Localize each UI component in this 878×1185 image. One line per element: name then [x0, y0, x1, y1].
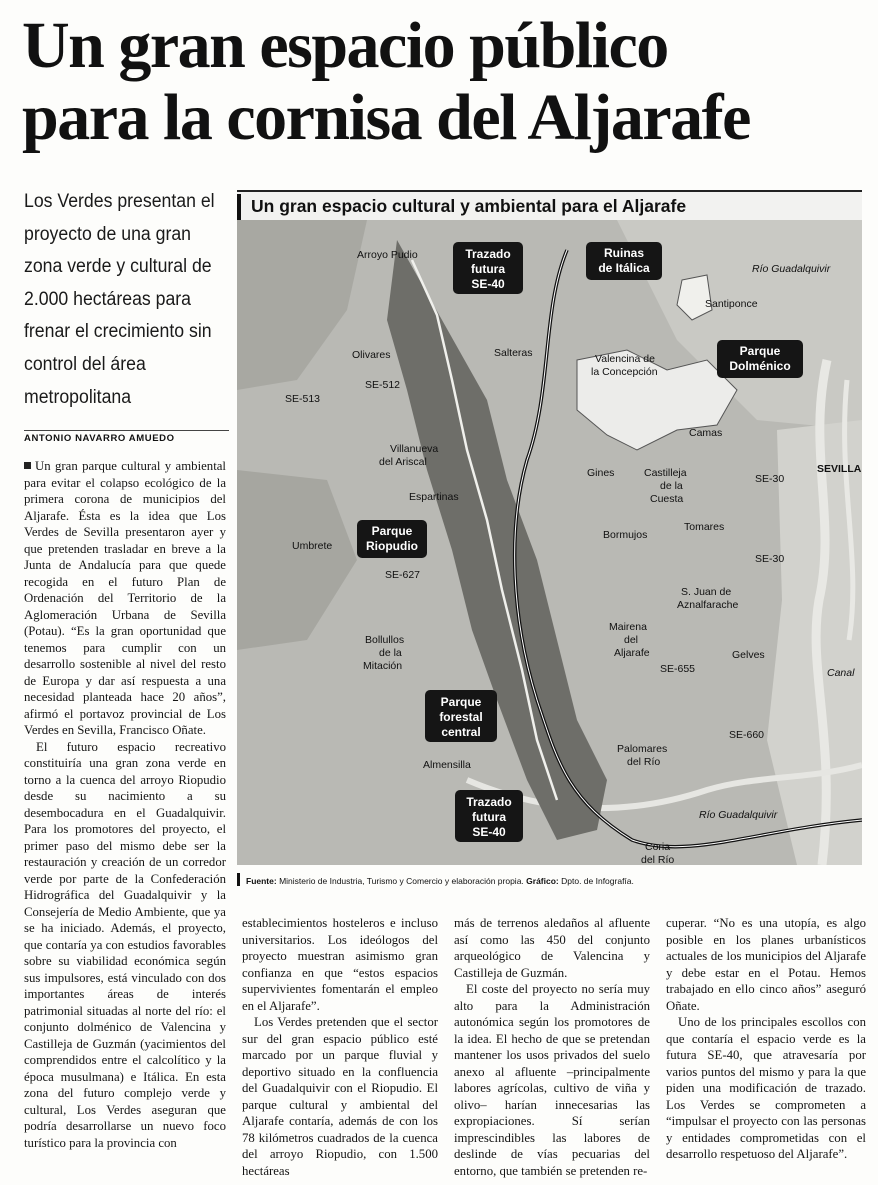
paragraph: establecimientos hosteleros e incluso universitarios. Los ideólogos del proyecto muestran asimismo gran confianza en que “estos espacios supervivientes fomentarán el empleo en el Aljarafe”.	[242, 916, 438, 1013]
callout-riopudio	[357, 520, 427, 558]
place-label: Valencina de	[595, 353, 655, 365]
paragraph: Los Verdes pretenden que el sector sur del gran espacio público esté marcado por un parque fluvial y deportivo situado en la confluencia del Guadalquivir con el Riopudio. El parque cultural y ambiental del Aljarafe contaría, además de con los 78 kilómetros cuadrados de la cuenca del arroyo Riopudio, con 1.500 hectáreas	[242, 1015, 438, 1178]
paragraph-text: Un gran parque cultural y ambiental para evitar el colapso ecológico de la primera corona de municipios del Aljarafe. Ésta es la idea que Los Verdes de Sevilla presentaron ayer y que pretenden trasladar en breve a la Junta de Andalucía para que quede recogida en el futuro Plan de Ordenación del Territorio de la Aglomeración Urbana de Sevilla (Potau). “Es la gran oportunidad que tenemos para cumplir con un desarrollo sostenible al nivel del resto de Europa y dar así respuesta a una necesidad planteada hace 20 años”, afirmó el portavoz provincial de Los Verdes en Sevilla, Francisco Oñate.	[24, 459, 226, 737]
place-label: Tomares	[684, 521, 725, 533]
place-label: SE-513	[285, 393, 321, 405]
callout-dolmenico	[717, 340, 803, 378]
place-label: Aznalfarache	[677, 599, 739, 611]
place-label: de la	[379, 647, 402, 659]
place-label: Mitación	[363, 660, 403, 672]
place-label: SEVILLA	[817, 463, 862, 475]
infographic-title: Un gran espacio cultural y ambiental para el Aljarafe	[251, 196, 687, 216]
place-label: del	[624, 634, 639, 646]
place-label: SE-30	[755, 473, 785, 485]
callout-line: de Itálica	[598, 261, 650, 275]
place-label: Palomares	[617, 743, 668, 755]
source-label: Fuente:	[246, 876, 277, 886]
paragraph: El futuro espacio recreativo constituiría una gran zona verde en torno a la cuenca del arroyo Riopudio desde su nacimiento a su desembocadura en el Guadalquivir. Para los promotores del proyecto, el primer paso del mismo debe ser la restauración y creación de un corredor verde por parte de la Confederación Hidrográfica del Guadalquivir y la Consejería de Medio Ambiente, que ya se ha iniciado. Además, el proyecto, que contaría ya con estudios favorables sobre su viabilidad económica según sus impulsores, está vinculado con dos importantes áreas de interés patrimonial situadas al norte del río: el conjunto dolménico de Valencina y Castilleja de Guzmán (yacimientos del comprendidos entre el calcolítico y la época musulmana) e Itálica. En esta zona del futuro complejo verde y cultural, Los Verdes aseguran que podría desarrollarse un nuevo foco turístico para la provincia con	[24, 739, 226, 1150]
article-column-4	[666, 915, 866, 1163]
callout-line: Ruinas	[603, 246, 645, 260]
place-label: SE-655	[660, 663, 696, 675]
place-label: Mairena	[609, 621, 647, 633]
paragraph: Uno de los principales escollos con que contaría el espacio verde es la futura SE-40, que atravesaría por varios puntos del mismo y para la que piden una modificación de trazado. Los Verdes se comprometen a “impulsar el proyecto con las personas y entidades comprometidas con el desarrollo respetuoso del Aljarafe”.	[666, 1015, 866, 1161]
callout-se40-north	[453, 242, 523, 294]
place-label: Camas	[689, 427, 723, 439]
paragraph: más de terrenos aledaños al afluente así como las 450 del conjunto arqueológico de Valencina y Castilleja de Guzmán.	[454, 916, 650, 980]
place-label: SE-627	[385, 569, 421, 581]
place-label: de la	[660, 480, 683, 492]
place-label: Gines	[587, 467, 615, 479]
place-label: Almensilla	[423, 759, 471, 771]
place-label: S. Juan de	[681, 586, 732, 598]
source-text: Ministerio de Industria, Turismo y Comercio y elaboración propia.	[276, 876, 527, 886]
callout-line: Trazado	[465, 247, 511, 261]
paragraph	[24, 458, 226, 739]
callout-line: futura	[471, 262, 505, 276]
place-label: Santiponce	[705, 298, 758, 310]
place-label: Coria	[645, 841, 671, 853]
callout-line: SE-40	[472, 825, 506, 839]
place-label: Cuesta	[650, 493, 684, 505]
article-column-1	[24, 458, 226, 1151]
graphic-label: Gráfico:	[526, 876, 559, 886]
place-label: Villanueva	[390, 443, 439, 455]
map	[237, 220, 862, 865]
headline-line-1: Un gran espacio público	[22, 9, 668, 82]
place-label: del Río	[641, 854, 675, 865]
place-label: Castilleja	[644, 467, 687, 479]
headline	[22, 10, 862, 154]
place-label: Umbrete	[292, 540, 333, 552]
place-label: Río Guadalquivir	[752, 263, 831, 275]
callout-line: Parque	[371, 524, 413, 538]
place-label: SE-512	[365, 379, 401, 391]
place-label: Aljarafe	[614, 647, 650, 659]
place-label: del Ariscal	[379, 456, 427, 468]
infographic-title-bar	[237, 190, 862, 223]
place-label: Salteras	[494, 347, 533, 359]
place-label: Bormujos	[603, 529, 648, 541]
article-column-3	[454, 915, 650, 1179]
place-label: Bollullos	[365, 634, 405, 646]
place-label: la Concepción	[591, 366, 658, 378]
place-label: Arroyo Pudio	[357, 249, 418, 261]
callout-forestal	[425, 690, 497, 742]
callout-line: futura	[472, 810, 506, 824]
title-accent-bar	[237, 194, 241, 220]
deck-subheadline: Los Verdes presentan el proyecto de una gran zona verde y cultural de 2.000 hectáreas para frenar el crecimiento sin control del área metropolitana	[24, 191, 215, 408]
infographic	[237, 190, 862, 892]
callout-line: SE-40	[471, 277, 505, 291]
place-label: Gelves	[732, 649, 765, 661]
infographic-source	[237, 872, 862, 890]
callout-line: central	[441, 725, 481, 739]
place-label: Olivares	[352, 349, 391, 361]
callout-line: Parque	[739, 344, 781, 358]
bullet-square-icon	[24, 462, 31, 469]
callout-line: Riopudio	[366, 539, 418, 553]
place-label: SE-660	[729, 729, 765, 741]
place-label: Río Guadalquivir	[699, 809, 778, 821]
paragraph: El coste del proyecto no sería muy alto para la Administración autonómica según los promotores de la idea. El hecho de que se pretendan mantener los usos privados del suelo anexo al afluente –principalmente labores agrícolas, cultivo de viña y olivo– harían innecesarias las expropiaciones. Sí serían imprescindibles las labores de deslinde de vías pecuarias del entorno, que también se pretenden re-	[454, 982, 650, 1178]
callout-italica	[586, 242, 662, 280]
place-label: Canal	[827, 667, 855, 679]
callout-line: Parque	[440, 695, 482, 709]
callout-line: Dolménico	[729, 359, 791, 373]
byline: ANTONIO NAVARRO AMUEDO	[24, 430, 229, 444]
place-label: del Río	[627, 756, 661, 768]
place-label: Espartinas	[409, 491, 459, 503]
callout-line: forestal	[439, 710, 483, 724]
place-label: SE-30	[755, 553, 785, 565]
callout-se40-south	[455, 790, 523, 842]
graphic-text: Dpto. de Infografía.	[558, 876, 634, 886]
source-accent-bar	[237, 873, 240, 886]
headline-line-2: para la cornisa del Aljarafe	[22, 81, 750, 154]
paragraph: cuperar. “No es una utopía, es algo posible en los planes urbanísticos actuales de los municipios del Aljarafe y debe estar en el Potau. Hemos trabajado en ello cinco años” aseguró Oñate.	[666, 916, 866, 1013]
callout-line: Trazado	[466, 795, 512, 809]
article-column-2	[242, 915, 438, 1179]
